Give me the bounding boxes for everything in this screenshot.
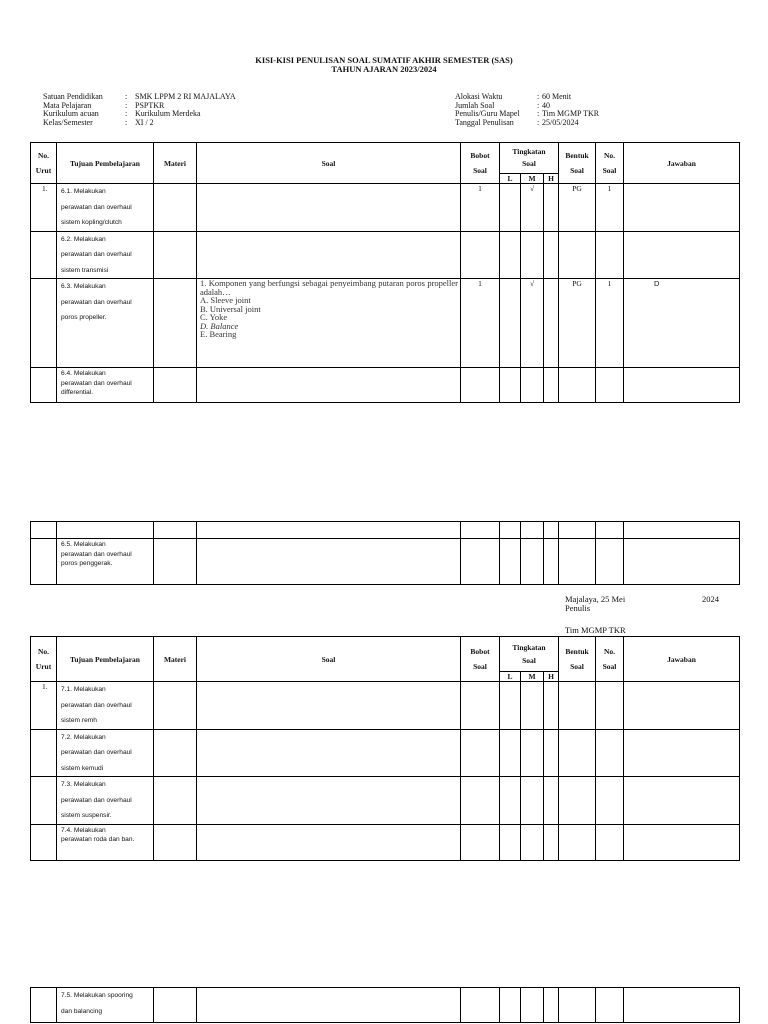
meta-value: 40 xyxy=(542,100,550,110)
table-row xyxy=(31,279,740,368)
cell-no-soal xyxy=(596,368,624,403)
header-bobot: Bobot Soal xyxy=(461,143,500,184)
cell-tujuan: 6.4. Melakukan perawatan dan overhaul differential. xyxy=(57,368,154,403)
meta-value: PSPTKR xyxy=(135,100,165,110)
cell-no-soal xyxy=(596,777,624,825)
cell-soal xyxy=(197,988,461,1023)
cell-soal xyxy=(197,279,461,368)
cell-jawaban: D xyxy=(624,279,740,368)
cell-bobot xyxy=(461,682,500,730)
meta-value: Tim MGMP TKR xyxy=(542,109,600,119)
cell-jawaban xyxy=(624,777,740,825)
cell-materi xyxy=(154,231,197,279)
cell-level-l xyxy=(500,777,521,825)
cell-no-soal xyxy=(596,988,624,1023)
header-tujuan: Tujuan Pembelajaran xyxy=(57,637,154,682)
cell-materi xyxy=(154,988,197,1023)
cell-soal xyxy=(197,777,461,825)
cell-bentuk xyxy=(559,988,596,1023)
signature-name: Tim MGMP TKR xyxy=(565,625,626,635)
cell-tujuan: 6.1. Melakukan perawatan dan overhaul sistem kopling/clutch xyxy=(57,184,154,232)
header-jawaban: Jawaban xyxy=(624,143,740,184)
cell-bentuk xyxy=(559,368,596,403)
kisi-kisi-table-1 xyxy=(30,142,740,403)
cell-jawaban xyxy=(624,988,740,1023)
meta-value: 60 Menit xyxy=(542,92,572,101)
meta-row xyxy=(455,119,599,128)
cell-bentuk xyxy=(559,539,596,585)
cell-bentuk: PG xyxy=(559,279,596,368)
kisi-kisi-table-2 xyxy=(30,521,740,585)
cell-soal xyxy=(197,682,461,730)
table-row-empty xyxy=(31,522,740,539)
option-a: A. Sleeve joint xyxy=(200,295,251,305)
cell-level-h xyxy=(544,729,559,777)
cell-no-soal xyxy=(596,729,624,777)
cell-soal xyxy=(197,729,461,777)
meta-separator: : xyxy=(125,100,128,110)
cell-materi xyxy=(154,824,197,860)
cell-jawaban xyxy=(624,231,740,279)
header-jawaban: Jawaban xyxy=(624,637,740,682)
meta-row xyxy=(43,119,236,128)
meta-label: Tanggal Penulisan xyxy=(455,117,514,127)
cell-soal xyxy=(197,368,461,403)
cell-level-h xyxy=(544,279,559,368)
cell-level-l xyxy=(500,729,521,777)
cell-jawaban xyxy=(624,824,740,860)
document-subtitle: TAHUN AJARAN 2023/2024 xyxy=(331,64,437,74)
kisi-kisi-table-4 xyxy=(30,987,740,1023)
cell-no-soal xyxy=(596,682,624,730)
header-soal: Soal xyxy=(197,637,461,682)
meta-label: Kelas/Semester xyxy=(43,117,93,127)
cell-bobot xyxy=(461,729,500,777)
meta-separator: : xyxy=(125,92,128,101)
cell-no xyxy=(31,988,57,1023)
cell-level-m xyxy=(521,729,544,777)
cell-bobot xyxy=(461,368,500,403)
cell-level-m xyxy=(521,777,544,825)
header-level-h: H xyxy=(544,672,559,682)
cell-materi xyxy=(154,184,197,232)
cell-bobot xyxy=(461,539,500,585)
cell-jawaban xyxy=(624,682,740,730)
cell-level-h xyxy=(544,777,559,825)
meta-label: Mata Pelajaran xyxy=(43,100,92,110)
cell-tujuan: 7.4. Melakukan perawatan roda dan ban. xyxy=(57,824,154,860)
cell-materi xyxy=(154,279,197,368)
header-soal: Soal xyxy=(197,143,461,184)
meta-label: Satuan Pendidikan xyxy=(43,92,103,101)
cell-bobot xyxy=(461,824,500,860)
cell-tujuan: 6.3. Melakukan perawatan dan overhaul poros propeller. xyxy=(57,279,154,368)
meta-label: Penulis/Guru Mapel xyxy=(455,109,520,119)
meta-right xyxy=(455,93,599,127)
cell-materi xyxy=(154,777,197,825)
meta-separator: : xyxy=(125,117,128,127)
cell-level-h xyxy=(544,682,559,730)
table-row xyxy=(31,777,740,825)
table-row xyxy=(31,368,740,403)
cell-materi xyxy=(154,368,197,403)
meta-label: Kurikulum acuan xyxy=(43,109,99,119)
signature-year: 2024 xyxy=(702,594,719,604)
cell-bobot: 1 xyxy=(461,279,500,368)
meta-value: SMK LPPM 2 RI MAJALAYA xyxy=(135,92,236,101)
question-text: 1. Komponen yang berfungsi sebagai penyeimbang putaran poros propeller adalah… xyxy=(200,278,458,297)
header-no-soal: No. Soal xyxy=(596,143,624,184)
cell-level-m xyxy=(521,824,544,860)
header-tingkatan: Tingkatan Soal xyxy=(500,637,559,672)
cell-no xyxy=(31,824,57,860)
cell-level-l xyxy=(500,184,521,232)
header-bentuk: Bentuk Soal xyxy=(559,637,596,682)
cell-level-l xyxy=(500,231,521,279)
cell-level-m: √ xyxy=(521,184,544,232)
cell-no-soal xyxy=(596,539,624,585)
cell-level-m xyxy=(521,682,544,730)
cell-bentuk xyxy=(559,729,596,777)
signature-place-date: Majalaya, 25 Mei xyxy=(565,594,626,604)
cell-level-l xyxy=(500,539,521,585)
cell-level-m xyxy=(521,368,544,403)
cell-no-soal xyxy=(596,824,624,860)
header-no-urut: No. Urut xyxy=(31,143,57,184)
header-bobot: Bobot Soal xyxy=(461,637,500,682)
cell-jawaban xyxy=(624,729,740,777)
cell-soal xyxy=(197,231,461,279)
cell-bentuk xyxy=(559,824,596,860)
cell-materi xyxy=(154,539,197,585)
cell-level-l xyxy=(500,824,521,860)
meta-separator: : xyxy=(537,92,540,101)
meta-label: Jumlah Soal xyxy=(455,100,495,110)
table-row xyxy=(31,988,740,1023)
cell-no: 1. xyxy=(31,682,57,730)
document-title: KISI-KISI PENULISAN SOAL SUMATIF AKHIR SEMESTER (SAS) xyxy=(255,55,513,65)
cell-soal xyxy=(197,184,461,232)
cell-bentuk xyxy=(559,777,596,825)
cell-level-l xyxy=(500,368,521,403)
cell-no xyxy=(31,368,57,403)
table-row xyxy=(31,539,740,585)
cell-tujuan: 7.1. Melakukan perawatan dan overhaul sistem remh xyxy=(57,682,154,730)
header-level-m: M xyxy=(521,672,544,682)
table-row xyxy=(31,824,740,860)
cell-no xyxy=(31,231,57,279)
cell-bobot xyxy=(461,231,500,279)
cell-no-soal: 1 xyxy=(596,279,624,368)
meta-separator: : xyxy=(537,100,540,110)
table-row xyxy=(31,682,740,730)
cell-jawaban xyxy=(624,368,740,403)
cell-no-soal xyxy=(596,231,624,279)
cell-bobot: 1 xyxy=(461,184,500,232)
meta-left xyxy=(43,93,236,127)
header-no-urut: No. Urut xyxy=(31,637,57,682)
cell-materi xyxy=(154,682,197,730)
table-row xyxy=(31,231,740,279)
signature-role: Penulis xyxy=(565,603,591,613)
cell-level-m xyxy=(521,988,544,1023)
cell-no-soal: 1 xyxy=(596,184,624,232)
header-tujuan: Tujuan Pembelajaran xyxy=(57,143,154,184)
header-materi: Materi xyxy=(154,637,197,682)
cell-tujuan: 6.5. Melakukan perawatan dan overhaul poros penggerak. xyxy=(57,539,154,585)
cell-no xyxy=(31,539,57,585)
header-bentuk: Bentuk Soal xyxy=(559,143,596,184)
meta-value: 25/05/2024 xyxy=(542,117,579,127)
cell-bentuk: PG xyxy=(559,184,596,232)
cell-level-l xyxy=(500,279,521,368)
table-row xyxy=(31,184,740,232)
table-row xyxy=(31,729,740,777)
header-level-h: H xyxy=(544,174,559,184)
cell-level-l xyxy=(500,988,521,1023)
cell-level-h xyxy=(544,539,559,585)
cell-materi xyxy=(154,729,197,777)
cell-tujuan: 7.3. Melakukan perawatan dan overhaul sistem suspensir. xyxy=(57,777,154,825)
meta-separator: : xyxy=(537,117,540,127)
cell-soal xyxy=(197,539,461,585)
kisi-kisi-table-3 xyxy=(30,636,740,861)
cell-bobot xyxy=(461,988,500,1023)
cell-tujuan: 7.2. Melakukan perawatan dan overhaul sistem kemudi xyxy=(57,729,154,777)
meta-value: XI / 2 xyxy=(135,117,154,127)
cell-no xyxy=(31,279,57,368)
cell-jawaban xyxy=(624,539,740,585)
header-materi: Materi xyxy=(154,143,197,184)
cell-bentuk xyxy=(559,231,596,279)
header-level-l: L xyxy=(500,672,521,682)
cell-jawaban xyxy=(624,184,740,232)
cell-level-m xyxy=(521,539,544,585)
cell-level-h xyxy=(544,368,559,403)
meta-value: Kurikulum Merdeka xyxy=(135,109,201,119)
cell-tujuan: 6.2. Melakukan perawatan dan overhaul sistem transmisi xyxy=(57,231,154,279)
cell-tujuan: 7.5. Melakukan spooring dan balancing xyxy=(57,988,154,1023)
cell-no xyxy=(31,777,57,825)
cell-level-l xyxy=(500,682,521,730)
cell-level-h xyxy=(544,231,559,279)
option-e: E. Bearing xyxy=(200,329,237,339)
header-level-l: L xyxy=(500,174,521,184)
table-header-row xyxy=(31,637,740,672)
option-c: C. Yoke xyxy=(200,312,228,322)
cell-no: 1. xyxy=(31,184,57,232)
table-header-row xyxy=(31,143,740,174)
option-b: B. Universal joint xyxy=(200,303,261,314)
option-d: D. Balance xyxy=(200,320,239,331)
cell-level-h xyxy=(544,824,559,860)
meta-label: Alokasi Waktu xyxy=(455,92,503,101)
cell-bobot xyxy=(461,777,500,825)
cell-level-m xyxy=(521,231,544,279)
cell-no xyxy=(31,729,57,777)
cell-bentuk xyxy=(559,682,596,730)
cell-level-m: √ xyxy=(521,279,544,368)
header-tingkatan: Tingkatan Soal xyxy=(500,143,559,174)
meta-separator: : xyxy=(125,109,128,119)
cell-level-h xyxy=(544,184,559,232)
header-level-m: M xyxy=(521,174,544,184)
meta-separator: : xyxy=(537,109,540,119)
cell-soal xyxy=(197,824,461,860)
cell-level-h xyxy=(544,988,559,1023)
header-no-soal: No. Soal xyxy=(596,637,624,682)
